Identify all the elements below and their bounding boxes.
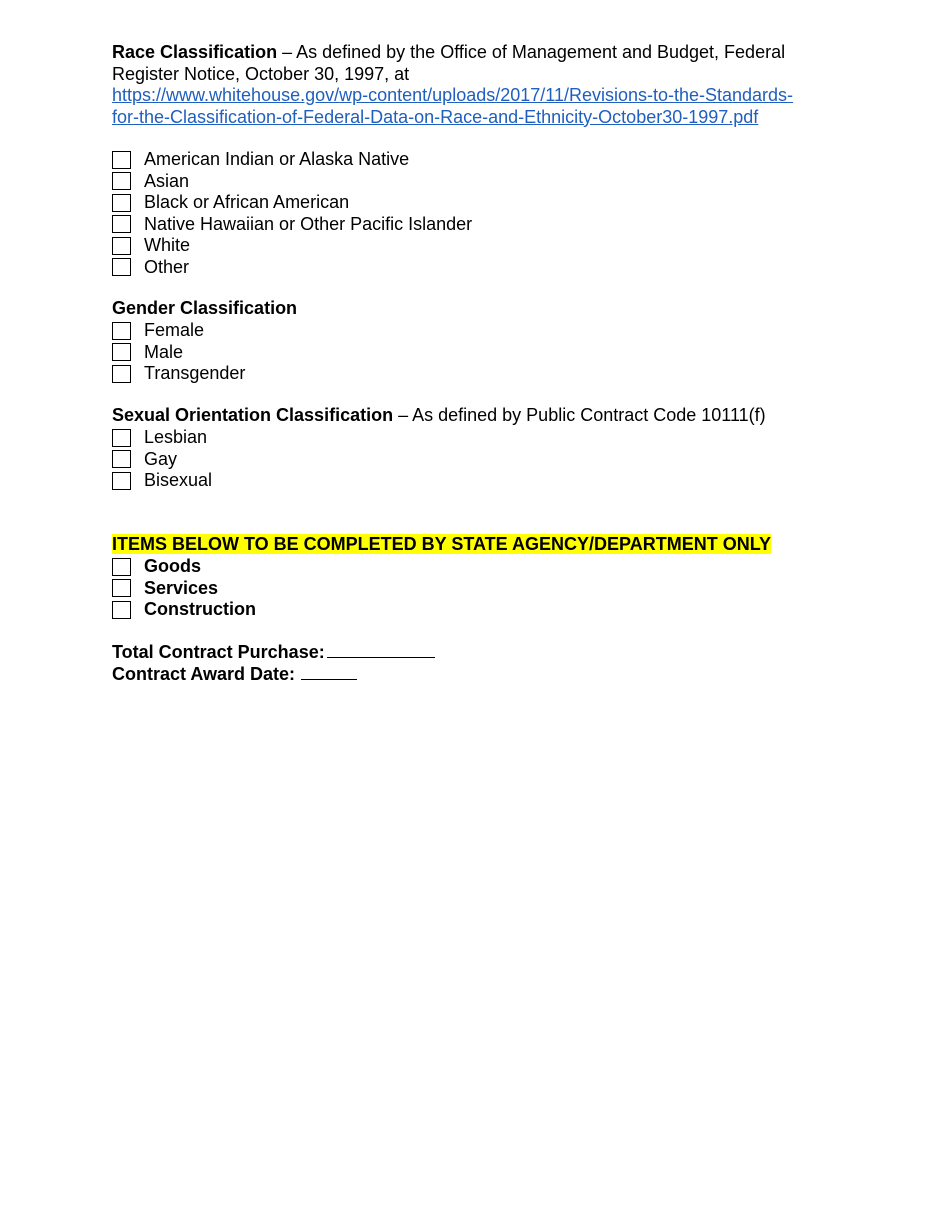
race-option	[112, 171, 472, 193]
agency-option-label: Services	[144, 577, 219, 598]
race-option	[112, 192, 472, 214]
race-checkbox-american-indian[interactable]	[112, 151, 131, 169]
agency-banner	[112, 534, 771, 556]
agency-option	[112, 599, 256, 621]
race-options	[112, 149, 472, 278]
orientation-checkbox-bisexual[interactable]	[112, 472, 131, 490]
race-checkbox-black[interactable]	[112, 194, 131, 212]
gender-checkbox-male[interactable]	[112, 343, 131, 361]
agency-checkbox-construction[interactable]	[112, 601, 131, 619]
race-option-label: Black or African American	[144, 192, 350, 212]
race-checkbox-white[interactable]	[112, 237, 131, 255]
race-option	[112, 214, 472, 236]
orientation-options	[112, 427, 212, 492]
agency-option-label: Goods	[144, 556, 201, 576]
agency-option	[112, 556, 256, 578]
race-option	[112, 235, 472, 257]
orientation-checkbox-lesbian[interactable]	[112, 429, 131, 447]
race-option-label: Native Hawaiian or Other Pacific Islander	[144, 213, 473, 234]
omb-link-line-2[interactable]: for-the-Classification-of-Federal-Data-on-Race-and-Ethnicity-October30-1997.pdf	[112, 106, 759, 127]
orientation-option	[112, 470, 212, 492]
agency-option	[112, 578, 256, 600]
total-contract-field[interactable]	[327, 641, 435, 658]
agency-options	[112, 556, 256, 621]
orientation-option	[112, 449, 212, 471]
agency-checkbox-goods[interactable]	[112, 558, 131, 576]
race-checkbox-pacific-islander[interactable]	[112, 215, 131, 233]
race-option-label: White	[144, 235, 191, 255]
orientation-intro	[112, 405, 766, 427]
orientation-option	[112, 427, 212, 449]
agency-banner-text: ITEMS BELOW TO BE COMPLETED BY STATE AGENCY/DEPARTMENT ONLY	[112, 534, 772, 554]
gender-option-label: Transgender	[144, 363, 246, 383]
orientation-option-label: Gay	[144, 448, 178, 469]
gender-option	[112, 320, 245, 342]
race-section	[112, 42, 832, 128]
gender-option-label: Female	[144, 320, 205, 340]
race-heading: Race Classification	[112, 42, 278, 62]
gender-option	[112, 342, 245, 364]
race-checkbox-asian[interactable]	[112, 172, 131, 190]
orientation-option-label: Bisexual	[144, 470, 213, 490]
award-date-field[interactable]	[301, 663, 357, 680]
orientation-checkbox-gay[interactable]	[112, 450, 131, 468]
race-option	[112, 257, 472, 279]
race-checkbox-other[interactable]	[112, 258, 131, 276]
total-contract-label: Total Contract Purchase:	[112, 642, 325, 662]
gender-option	[112, 363, 245, 385]
gender-heading: Gender Classification	[112, 298, 298, 318]
award-date-label: Contract Award Date:	[112, 664, 296, 684]
race-intro-text: – As defined by the Office of Management and Budget, Federal Register Notice, October 30, 1997, at	[112, 42, 786, 84]
agency-checkbox-services[interactable]	[112, 579, 131, 597]
agency-option-label: Construction	[144, 599, 256, 619]
gender-checkbox-transgender[interactable]	[112, 365, 131, 383]
gender-options	[112, 320, 245, 385]
orientation-heading: Sexual Orientation Classification	[112, 405, 394, 425]
total-contract-row	[112, 641, 435, 664]
race-option	[112, 149, 472, 171]
omb-link-line-1[interactable]: https://www.whitehouse.gov/wp-content/uploads/2017/11/Revisions-to-the-Standards-	[112, 85, 794, 105]
gender-option-label: Male	[144, 341, 184, 362]
orientation-option-label: Lesbian	[144, 427, 208, 447]
race-option-label: Other	[144, 256, 190, 277]
race-option-label: American Indian or Alaska Native	[144, 149, 410, 169]
award-date-row	[112, 663, 357, 686]
gender-checkbox-female[interactable]	[112, 322, 131, 340]
orientation-intro-text: – As defined by Public Contract Code 10111(f)	[393, 405, 766, 425]
race-intro	[112, 42, 832, 85]
race-option-label: Asian	[144, 170, 190, 191]
